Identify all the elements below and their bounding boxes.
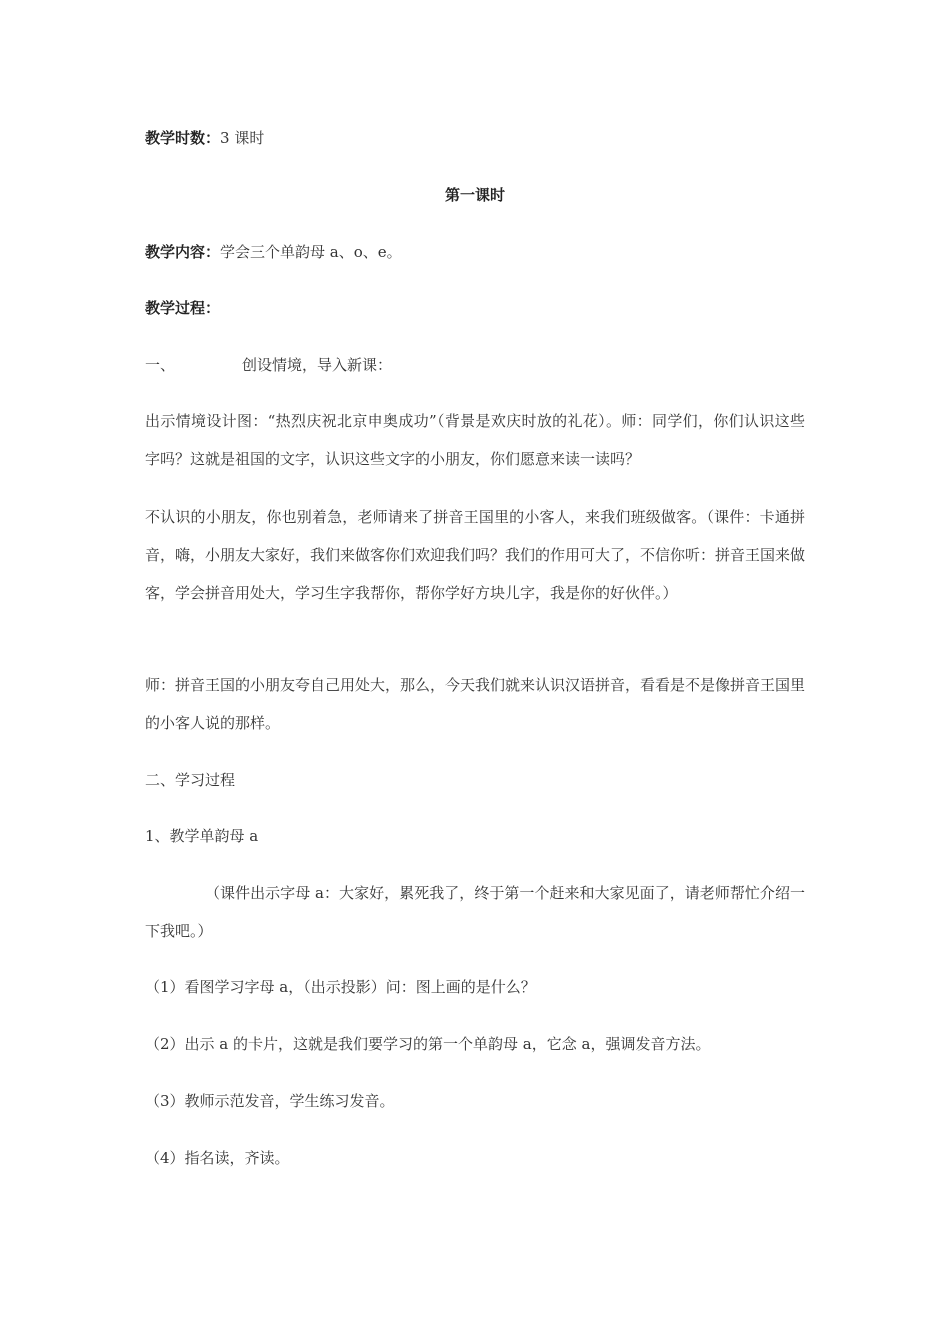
step-4: （4）指名读，齐读。 [145, 1149, 290, 1167]
section-1-number: 一、 [145, 356, 176, 374]
teaching-content [145, 242, 402, 262]
teaching-content-value: 学会三个单韵母 a、o、e。 [220, 243, 402, 261]
paragraph-teacher: 师：拼音王国的小朋友夸自己用处大，那么，今天我们就来认识汉语拼音，看看是不是像拼音王国里的小客人说的那样。 [145, 676, 806, 732]
step-1: （1）看图学习字母 a，（出示投影）问：图上画的是什么？ [145, 978, 536, 996]
paragraph-guests: 不认识的小朋友，你也别着急，老师请来了拼音王国里的小客人，来我们班级做客。（课件：卡通拼音，嗨，小朋友大家好，我们来做客你们欢迎我们吗？我们的作用可大了，不信你听：拼音王国来做客，学会拼音用处大，学习生字我帮你，帮你学好方块儿字，我是你的好伙伴。） [145, 508, 806, 602]
section-2-heading: 二、学习过程 [145, 771, 236, 789]
step-2: （2）出示 a 的卡片，这就是我们要学习的第一个单韵母 a，它念 a，强调发音方法。 [145, 1035, 711, 1053]
section-1-heading [145, 355, 392, 375]
paragraph-letter-a: （课件出示字母 a：大家好，累死我了，终于第一个赶来和大家见面了，请老师帮忙介绍一下我吧。） [145, 884, 805, 940]
teaching-hours-label: 教学时数： [145, 129, 221, 147]
teaching-content-label: 教学内容： [145, 243, 221, 261]
teaching-hours [145, 128, 264, 148]
teaching-hours-value: 3 课时 [220, 129, 265, 147]
paragraph-intro: 出示情境设计图：“热烈庆祝北京申奥成功”（背景是欢庆时放的礼花）。师：同学们，你们认识这些字吗？这就是祖国的文字，认识这些文字的小朋友，你们愿意来读一读吗？ [145, 412, 805, 468]
subsection-1-heading: 1、教学单韵母 a [145, 827, 259, 845]
teaching-process-label: 教学过程： [145, 299, 221, 317]
step-3: （3）教师示范发音，学生练习发音。 [145, 1092, 395, 1110]
section-1-title: 创设情境，导入新课： [242, 356, 393, 374]
lesson-title: 第一课时 [444, 186, 505, 204]
